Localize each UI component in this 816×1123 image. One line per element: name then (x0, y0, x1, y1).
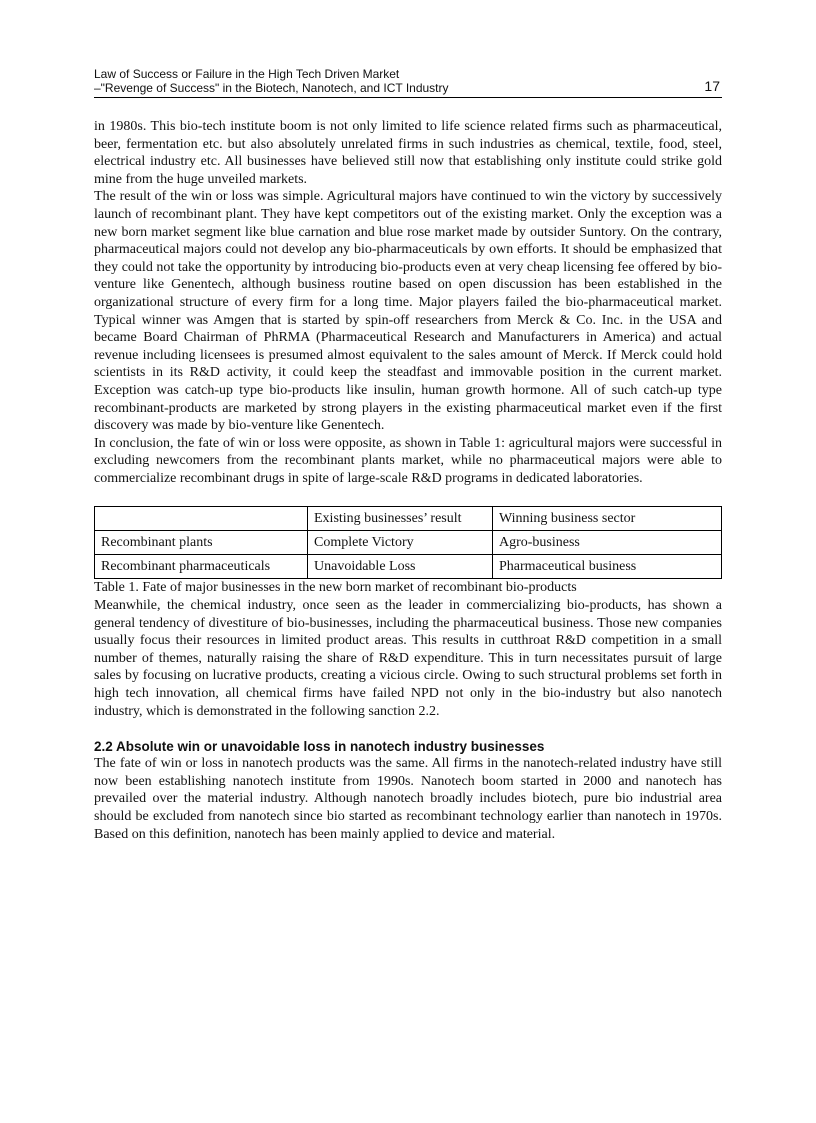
table-cell: Pharmaceutical business (493, 555, 722, 579)
paragraph: Meanwhile, the chemical industry, once seen as the leader in commercializing bio-products, has shown a general tendency of divestiture of bio-businesses, including the pharmaceutical business. Those new companies usually focus their resources in limited product areas. This results in cutthroat R&D competition in a small number of themes, naturally raising the share of R&D expenditure. This in turn necessitates pursuit of large sales by focusing on lucrative products, creating a vicious circle. Owing to such structural problems set forth in high tech innovation, all chemical firms have failed NPD not only in the bio-industry but also nanotech industry, which is demonstrated in the following sanction 2.2. (94, 598, 722, 719)
paragraph: In conclusion, the fate of win or loss were opposite, as shown in Table 1: agricultural majors were successful in excluding newcomers from the recombinant plants market, while no pharmaceutical majors were able to commercialize recombinant drugs in spite of large-scale R&D programs in dedicated laboratories. (94, 435, 722, 486)
table-row (95, 555, 722, 579)
body-text (94, 118, 722, 843)
paragraph: The fate of win or loss in nanotech products was the same. All firms in the nanotech-related industry have still now been establishing nanotech institute from 1990s. Nanotech boom started in 2000 and nanotech has prevailed over the material industry. Although nanotech broadly includes biotech, pure bio industrial area should be excluded from nanotech since bio started as recombinant technology earlier than nanotech in 1970s. Based on this definition, nanotech has been mainly applied to device and material. (94, 756, 722, 842)
table-header-cell (95, 507, 308, 531)
table-caption: Table 1. Fate of major businesses in the new born market of recombinant bio-products (94, 580, 577, 596)
table-cell: Recombinant plants (95, 531, 308, 555)
page-number: 17 (704, 78, 720, 94)
section-heading: 2.2 Absolute win or unavoidable loss in nanotech industry businesses (94, 739, 545, 755)
table-cell: Complete Victory (308, 531, 493, 555)
table-row (95, 531, 722, 555)
running-header (94, 67, 722, 95)
paragraph: The result of the win or loss was simple. Agricultural majors have continued to win the victory by successively launch of recombinant plant. They have kept competitors out of the existing market. Only the exception was a new born market segment like blue carnation and blue rose market made by outsider Suntory. On the contrary, pharmaceutical majors could not develop any bio-pharmaceuticals by own efforts. It should be emphasized that they could not take the opportunity by introducing bio-products even at very cheap licensing fee offered by bio-venture like Genentech, although business routine based on open discussion has been established in the organizational structure of every firm for a long time. Major players failed the bio-pharmaceutical market. Typical winner was Amgen that is started by spin-off researchers from Merck & Co. Inc. in the USA and became Board Chairman of PhRMA (Pharmaceutical Research and Manufacturers in America) and actual revenue including licensees is presumed almost equivalent to the sales amount of Merck. If Merck could hold scientists in its R&D activity, it could keep the steadfast and immovable position in the current market. Exception was catch-up type bio-products like insulin, human growth hormone. All of such catch-up type recombinant-products are marketed by strong players in the existing pharmaceutical market even if the first discovery was made by bio-venture like Genentech. (94, 189, 722, 434)
table-header-cell: Winning business sector (493, 507, 722, 531)
table-header-row (95, 507, 722, 531)
table-cell: Agro-business (493, 531, 722, 555)
results-table (94, 506, 722, 579)
paragraph: in 1980s. This bio-tech institute boom is not only limited to life science related firms such as pharmaceutical, beer, fermentation etc. but also absolutely unrelated firms in such industries as chemical, textile, food, steel, electrical industry etc. All businesses have believed still now that establishing only institute could strike gold mine from the huge unveiled markets. (94, 119, 722, 187)
table-header-cell: Existing businesses’ result (308, 507, 493, 531)
header-title-line2: –"Revenge of Success" in the Biotech, Nanotech, and ICT Industry (94, 81, 449, 95)
header-rule (94, 97, 722, 98)
header-title-line1: Law of Success or Failure in the High Tech Driven Market (94, 67, 400, 81)
table-cell: Unavoidable Loss (308, 555, 493, 579)
table-cell: Recombinant pharmaceuticals (95, 555, 308, 579)
